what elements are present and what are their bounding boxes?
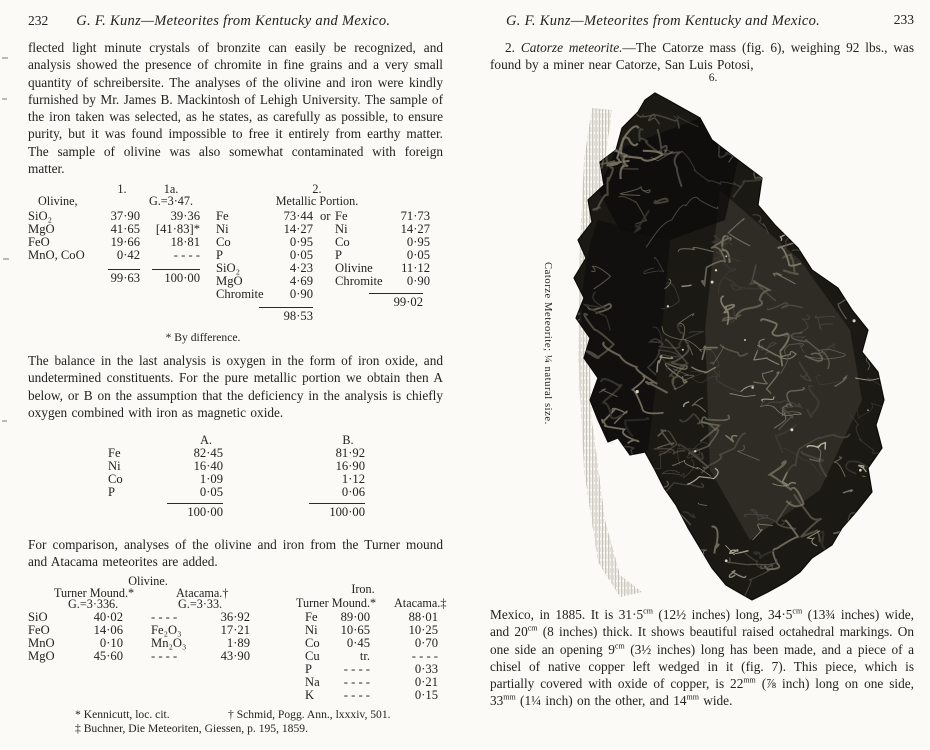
text-segment: (1¼ inch) on the other, and 14 [515,693,687,709]
figure-number: 6. [708,72,718,84]
figure-caption-vertical: Catorze Meteorite; ¼ natural size. [542,262,553,425]
unit-superscript: cm [527,623,538,633]
table1-or-label: or [320,209,331,223]
value: 82·45 [193,446,223,460]
row-label: Ni [335,222,348,236]
row-label: - - - - [151,610,178,624]
left-paragraph-2: The balance in the last analysis is oxygen in the form of iron oxide, and undetermined constituents. For the pure metallic portion we obtain then A below, or B on the assumption that the deficiency in the analysis is chiefly oxygen combined with iron as magnetic oxide. [28,353,443,420]
value: 4·23 [289,261,313,275]
analysis-table-olivine-metallic [28,183,443,351]
row-label: P [216,248,224,262]
value: 0·33 [414,662,438,676]
value: [41·83]* [155,222,200,236]
value: 19·66 [110,235,140,249]
value: 18·81 [170,235,200,249]
row-label: Fe [305,610,318,624]
left-page-running-head [28,12,443,30]
value: - - - - [343,688,370,702]
right-paragraph-2 [490,606,914,710]
value: 0·10 [99,636,123,650]
row-label: SiO₂ [28,209,52,223]
value: - - - - [343,662,370,676]
text-segment: wide. [698,693,733,709]
value: 0·95 [406,235,430,249]
table1-metallic-a-total: 98·53 [259,307,313,323]
right-running-title: G. F. Kunz—Meteorites from Kentucky and Mexico. [506,13,821,29]
row-label: Fe [216,209,229,223]
table1-olivine-grid [28,210,200,262]
table3-iron-title: Iron. [351,582,375,596]
value: 0·15 [414,688,438,702]
spacer [123,650,151,663]
value: 45·60 [93,649,123,663]
value: 41·65 [110,222,140,236]
italic-text: Catorze meteorite. [520,40,623,55]
value: 40·02 [93,610,123,624]
row-label: Ni [305,623,318,637]
table1-metallic-b-total: 99·02 [369,293,423,309]
row-label: Chromite [216,287,264,301]
value: 10·65 [340,623,370,637]
text-segment: (12½ inches) long, 34·5 [652,607,793,622]
value: 73·44 [283,209,313,223]
meteorite-engraving [470,70,930,605]
table3-turner-iron-header: Turner Mound.* [296,596,377,610]
row-label: Fe₂O₃ [151,623,182,637]
value: 81·92 [335,446,365,460]
text-segment: —The Catorze mass (fig. 6), weighing 92 lbs., was found by a miner near Catorze, San Luis Potosi, [490,40,915,73]
value: 0·70 [414,636,438,650]
table1-olivine-total-2: 100·00 [152,269,200,285]
right-page-running-head [490,12,914,30]
table3-turner-olivine-header: Turner Mound.* [54,586,135,600]
footnote-kennicutt: * Kennicutt, loc. cit. [75,708,170,721]
row-label: P [335,248,343,262]
table1-col2-subheader: G.=3·47. [148,194,194,208]
table1-row-header: Olivine, [38,194,78,208]
value: 10·25 [408,623,438,637]
value: 0·06 [341,485,365,499]
table1-footnote: * By difference. [165,331,241,344]
row-label: SiO₂ [216,261,240,275]
text-segment: (13¾ inches) wide, and 20 [490,607,914,640]
comparison-table-turner-atacama [28,574,447,702]
row-label: MgO [28,222,55,236]
table1-metallic-a-grid [216,210,313,301]
table2-header-a: A. [200,433,212,447]
table1-col1-header: 1. [117,182,127,196]
table2-total-b: 100·00 [309,503,365,519]
row-label: Co [305,636,320,650]
value: 16·90 [335,459,365,473]
scan-artifact [2,98,7,100]
row-label: Co [216,235,231,249]
scan-artifact [2,420,7,422]
row-label: P [305,662,313,676]
value: 0·95 [289,235,313,249]
row-label: Olivine [335,261,373,275]
value: 0·90 [406,274,430,288]
row-label: P [108,485,116,499]
value: 71·73 [400,209,430,223]
row-label: MgO [28,649,55,663]
row-label: Fe [335,209,348,223]
value: 1·09 [199,472,223,486]
table1-col2-header: 1a. [163,182,179,196]
value: 36·92 [220,610,250,624]
right-page-number: 233 [893,12,914,27]
table1-metallic-b-grid [335,210,430,288]
value: - - - - [343,675,370,689]
left-paragraph-1: flected light minute crystals of bronzite can easily be recognized, and analysis showed the presence of chromite in fine grains and a very small quantity of schreibersite. The analyses of the olivine and iron were kindly furnished by Mr. James B. Mackintosh of Lehigh University. The sample of the iron taken was selected, as he states, as carefully as possible, to ensure purity, but it was found impossible to free it entirely from earthy matter. The sample of olivine was also somewhat contaminated with foreign matter. [28,40,443,177]
text-segment: 2. [505,40,521,55]
value: 0·05 [289,248,313,262]
left-page-number: 232 [28,13,49,28]
unit-superscript: cm [792,606,803,616]
row-label: FeO [28,623,50,637]
value: 4·69 [289,274,313,288]
value: 1·12 [341,472,365,486]
right-paragraph-1 [490,39,914,74]
table3-olivine-grid [28,611,250,663]
row-label: Chromite [335,274,383,288]
value: 17·21 [220,623,250,637]
spacer [123,611,151,624]
value: 0·05 [199,485,223,499]
row-label: MnO [28,636,55,650]
unit-superscript: cm [643,606,653,616]
row-label: Na [305,675,320,689]
value: - - - - [411,649,438,663]
table1-metallic-header: 2. [312,182,322,196]
row-label: - - - - [151,649,178,663]
value: 14·27 [400,222,430,236]
text-segment: (3½ inches) long has been made, and a piece of a chisel of native copper left wedged in it (fig. 7). This piece, which is partially covered with oxide of copper, is 22 [490,641,914,692]
unit-superscript: mm [743,675,756,685]
spacer [123,637,151,650]
row-label: SiO [28,610,48,624]
table3-atacama-iron-header: Atacama.‡ [394,596,447,610]
row-label: Ni [108,459,121,473]
row-label: Ni [216,222,229,236]
text-segment: (8 inches) thick. It shows beautiful raised octahedral markings. On one side an opening 9 [490,624,914,657]
row-label: Mn₂O₃ [151,636,187,650]
left-running-title: G. F. Kunz—Meteorites from Kentucky and Mexico. [76,13,391,29]
row-label: MgO [216,274,243,288]
unit-superscript: mm [686,693,699,703]
row-label: FeO [28,235,50,249]
table1-metallic-subheader: Metallic Portion. [275,194,359,208]
table3-atacama-olivine-gravity: G.=3·33. [178,597,223,611]
unit-superscript: cm [614,641,625,651]
table2-grid [108,447,365,499]
value: 14·06 [93,623,123,637]
row-label: Cu [305,649,320,663]
scan-artifact [3,258,9,260]
left-paragraph-3: For comparison, analyses of the olivine and iron from the Turner mound and Atacama meteorites are added. [28,537,443,570]
value: 43·90 [220,649,250,663]
value: 0·21 [414,675,438,689]
value: 0·90 [289,287,313,301]
table3-turner-olivine-gravity: G.=3·336. [68,597,119,611]
table3-atacama-olivine-header: Atacama.† [176,586,229,600]
value: 88·01 [408,610,438,624]
table3-olivine-title: Olivine. [128,574,168,588]
value: 0·42 [116,248,140,262]
footnote-schmid: † Schmid, Pogg. Ann., lxxxiv, 501. [228,708,391,721]
value: 37·90 [110,209,140,223]
value: 14·27 [283,222,313,236]
scan-artifact [2,57,8,59]
value: - - - - [173,248,200,262]
row-label: Co [108,472,123,486]
value: 1·89 [226,636,250,650]
text-segment: (⅞ inch) long on one side, 33 [490,676,915,709]
footnote-buchner: ‡ Buchner, Die Meteoriten, Giessen, p. 195, 1859. [75,722,308,735]
row-label: MnO, CoO [28,248,85,262]
table3-iron-grid [305,611,438,702]
table2-header-b: B. [342,433,354,447]
value: 16·40 [193,459,223,473]
unit-superscript: mm [503,693,516,703]
value: 0·45 [346,636,370,650]
text-segment: Mexico, in 1885. It is 31·5 [490,607,644,622]
table1-olivine-total-1: 99·63 [108,269,140,285]
value: tr. [359,649,370,663]
analysis-table-a-b [28,434,443,530]
value: 39·36 [170,209,200,223]
table2-total-a: 100·00 [167,503,223,519]
row-label: Fe [108,446,121,460]
spacer [123,624,151,637]
value: 89·00 [340,610,370,624]
value: 11·12 [401,261,430,275]
row-label: Co [335,235,350,249]
row-label: K [305,688,315,702]
value: 0·05 [406,248,430,262]
